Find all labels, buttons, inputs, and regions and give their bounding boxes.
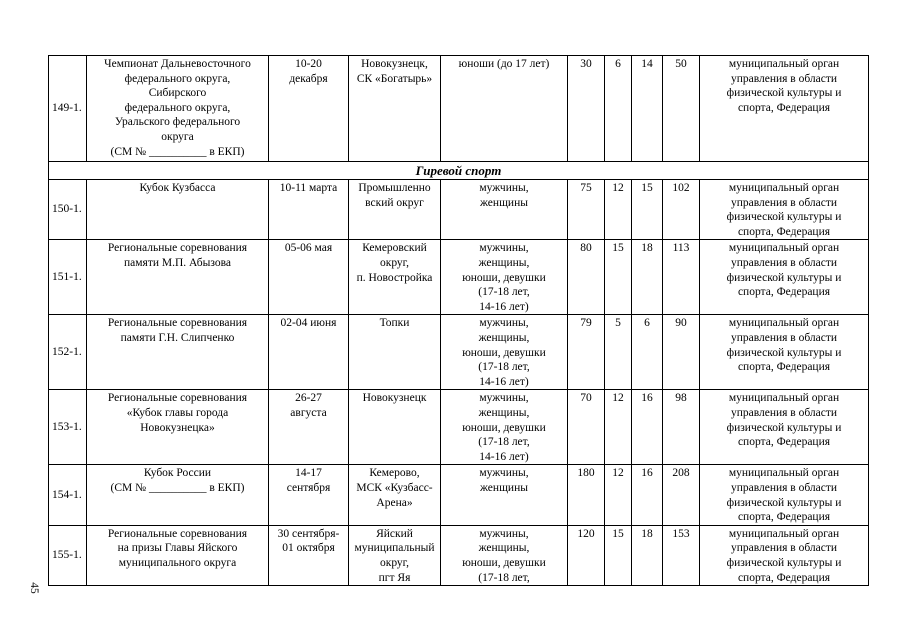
cell-line: округ,: [380, 256, 409, 269]
cell-line: спорта, Федерация: [737, 101, 831, 114]
cell-line: 14-16 лет): [479, 375, 529, 388]
cell-line: памяти М.П. Абызова: [124, 256, 231, 269]
table-row: [49, 56, 869, 162]
cell-line: (17-18 лет,: [478, 361, 530, 374]
cell-line: 14-17: [295, 467, 322, 480]
cell-line: женщины: [480, 481, 528, 494]
event-organizer-cell: [700, 390, 869, 465]
cell-line: Региональные соревнования: [107, 527, 248, 540]
cell-line: физической культуры и: [726, 211, 842, 224]
cell-line: муниципальный: [354, 542, 435, 555]
cell-line: Новокузнецк: [362, 392, 427, 405]
event-number-cell: 153-1.: [49, 390, 87, 465]
cell-line: Кубок России: [143, 467, 212, 480]
cell-line: управления в области: [730, 256, 838, 269]
event-place-cell: [349, 465, 441, 525]
cell-line: мужчины,: [479, 317, 529, 330]
count-cell-2: 15: [605, 240, 632, 315]
cell-line: округ,: [380, 556, 409, 569]
cell-line: муниципальный орган: [728, 242, 840, 255]
cell-line: 14-16 лет): [479, 300, 529, 313]
count-cell-4: 102: [663, 180, 700, 240]
cell-line: Региональные соревнования: [107, 242, 248, 255]
cell-line: мужчины,: [479, 242, 529, 255]
event-name-cell: [87, 465, 269, 525]
count-cell-4: 98: [663, 390, 700, 465]
cell-line: Топки: [379, 317, 410, 330]
cell-line: 10-20: [295, 58, 322, 70]
cell-line: 05-06 мая: [284, 242, 333, 255]
cell-line: физической культуры и: [726, 87, 842, 100]
cell-line: мужчины,: [479, 527, 529, 540]
cell-line: женщины,: [478, 406, 530, 419]
cell-line: физической культуры и: [726, 421, 842, 434]
count-cell-1: 180: [568, 465, 605, 525]
cell-line: мужчины,: [479, 467, 529, 480]
cell-line: юноши, девушки: [462, 421, 546, 434]
cell-line: 26-27: [295, 392, 322, 405]
events-table: [48, 55, 869, 586]
cell-line: управления в области: [730, 481, 838, 494]
cell-line: 10-11 марта: [279, 182, 338, 194]
count-cell-3: 18: [632, 525, 663, 585]
cell-line: спорта, Федерация: [737, 571, 831, 584]
cell-line: женщины,: [478, 256, 530, 269]
cell-line: декабря: [289, 72, 328, 85]
cell-line: женщины,: [478, 331, 530, 344]
event-participants-cell: [441, 180, 568, 240]
cell-line: мужчины,: [479, 392, 529, 405]
cell-line: СК «Богатырь»: [356, 72, 433, 85]
cell-line: женщины: [480, 196, 528, 209]
count-cell-1: 30: [568, 56, 605, 162]
section-row: [49, 162, 869, 180]
event-dates-cell: [269, 315, 349, 390]
count-cell-3: 14: [632, 56, 663, 162]
count-cell-2: 12: [605, 390, 632, 465]
cell-line: Региональные соревнования: [107, 317, 248, 330]
cell-line: Кемеровский: [362, 242, 427, 255]
cell-line: Сибирского: [148, 87, 207, 100]
count-cell-2: 15: [605, 525, 632, 585]
event-number-cell: 155-1.: [49, 525, 87, 585]
event-dates-cell: [269, 180, 349, 240]
count-cell-1: 79: [568, 315, 605, 390]
cell-line: 02-04 июня: [280, 317, 337, 330]
cell-line: спорта, Федерация: [737, 361, 831, 374]
cell-line: физической культуры и: [726, 271, 842, 284]
count-cell-4: 153: [663, 525, 700, 585]
cell-line: Яйский: [376, 527, 413, 540]
cell-line: управления в области: [730, 196, 838, 209]
event-name-cell: [87, 390, 269, 465]
cell-line: физической культуры и: [726, 556, 842, 569]
event-name-cell: [87, 240, 269, 315]
cell-line: Арена»: [376, 496, 413, 509]
count-cell-3: 6: [632, 315, 663, 390]
event-dates-cell: [269, 240, 349, 315]
event-organizer-cell: [700, 56, 869, 162]
cell-line: Промышленно: [358, 182, 431, 194]
count-cell-1: 70: [568, 390, 605, 465]
cell-line: физической культуры и: [726, 346, 842, 359]
event-name-cell: [87, 56, 269, 162]
count-cell-3: 18: [632, 240, 663, 315]
event-participants-cell: [441, 56, 568, 162]
count-cell-2: 12: [605, 465, 632, 525]
cell-line: вский округ: [365, 196, 424, 209]
page-number: 45: [27, 582, 40, 594]
event-number-cell: 152-1.: [49, 315, 87, 390]
count-cell-2: 12: [605, 180, 632, 240]
cell-line: управления в области: [730, 542, 838, 555]
cell-line: федерального округа,: [124, 101, 231, 114]
table-row: [49, 240, 869, 315]
cell-line: муниципальный орган: [728, 467, 840, 480]
cell-line: физической культуры и: [726, 496, 842, 509]
cell-line: (СМ № __________ в ЕКП): [110, 145, 245, 158]
count-cell-1: 120: [568, 525, 605, 585]
cell-line: 01 октября: [282, 542, 335, 555]
events-table-body: [49, 56, 869, 586]
cell-line: управления в области: [730, 406, 838, 419]
count-cell-1: 75: [568, 180, 605, 240]
event-number-cell: 150-1.: [49, 180, 87, 240]
table-row: [49, 180, 869, 240]
event-participants-cell: [441, 315, 568, 390]
event-organizer-cell: [700, 465, 869, 525]
cell-line: округа: [161, 130, 194, 143]
event-number-cell: 149-1.: [49, 56, 87, 162]
count-cell-2: 5: [605, 315, 632, 390]
cell-line: спорта, Федерация: [737, 436, 831, 449]
cell-line: (17-18 лет,: [478, 571, 530, 584]
cell-line: юноши, девушки: [462, 346, 546, 359]
cell-line: Новокузнецк,: [361, 58, 428, 70]
cell-line: сентября: [286, 481, 331, 494]
event-place-cell: [349, 180, 441, 240]
event-participants-cell: [441, 525, 568, 585]
cell-line: федерального округа,: [124, 72, 231, 85]
count-cell-4: 90: [663, 315, 700, 390]
count-cell-2: 6: [605, 56, 632, 162]
cell-line: августа: [290, 406, 327, 419]
table-row: [49, 315, 869, 390]
cell-line: 30 сентября-: [277, 527, 340, 540]
cell-line: Новокузнецка»: [140, 421, 215, 434]
event-organizer-cell: [700, 180, 869, 240]
event-place-cell: [349, 525, 441, 585]
cell-line: спорта, Федерация: [737, 225, 831, 238]
cell-line: муниципальный орган: [728, 527, 840, 540]
cell-line: мужчины,: [479, 182, 529, 194]
event-name-cell: [87, 180, 269, 240]
cell-line: юноши, девушки: [462, 556, 546, 569]
cell-line: спорта, Федерация: [737, 286, 831, 299]
event-dates-cell: [269, 465, 349, 525]
event-place-cell: [349, 315, 441, 390]
count-cell-4: 208: [663, 465, 700, 525]
event-organizer-cell: [700, 315, 869, 390]
count-cell-4: 50: [663, 56, 700, 162]
cell-line: управления в области: [730, 331, 838, 344]
cell-line: на призы Главы Яйского: [117, 542, 238, 555]
event-place-cell: [349, 240, 441, 315]
table-row: [49, 390, 869, 465]
section-title: Гиревой спорт: [49, 162, 869, 180]
cell-line: муниципальный орган: [728, 317, 840, 330]
event-organizer-cell: [700, 240, 869, 315]
cell-line: п. Новостройка: [356, 271, 433, 284]
cell-line: спорта, Федерация: [737, 511, 831, 524]
event-participants-cell: [441, 390, 568, 465]
event-organizer-cell: [700, 525, 869, 585]
event-dates-cell: [269, 56, 349, 162]
cell-line: Уральского федерального: [114, 116, 241, 129]
event-number-cell: 154-1.: [49, 465, 87, 525]
cell-line: муниципальный орган: [728, 58, 840, 70]
cell-line: МСК «Кузбасс-: [356, 481, 433, 494]
event-place-cell: [349, 56, 441, 162]
event-place-cell: [349, 390, 441, 465]
cell-line: муниципального округа: [118, 556, 237, 569]
count-cell-3: 16: [632, 465, 663, 525]
count-cell-4: 113: [663, 240, 700, 315]
cell-line: Кубок Кузбасса: [139, 182, 216, 194]
cell-line: пгт Яя: [378, 571, 411, 584]
cell-line: Кемерово,: [369, 467, 420, 480]
event-number-cell: 151-1.: [49, 240, 87, 315]
cell-line: Чемпионат Дальневосточного: [104, 58, 251, 70]
count-cell-1: 80: [568, 240, 605, 315]
event-dates-cell: [269, 525, 349, 585]
cell-line: 14-16 лет): [479, 450, 529, 463]
cell-line: «Кубок главы города: [126, 406, 229, 419]
count-cell-3: 16: [632, 390, 663, 465]
event-name-cell: [87, 525, 269, 585]
cell-line: (17-18 лет,: [478, 436, 530, 449]
count-cell-3: 15: [632, 180, 663, 240]
cell-line: юноши (до 17 лет): [458, 58, 550, 70]
event-name-cell: [87, 315, 269, 390]
cell-line: муниципальный орган: [728, 392, 840, 405]
cell-line: (17-18 лет,: [478, 286, 530, 299]
event-participants-cell: [441, 465, 568, 525]
cell-line: муниципальный орган: [728, 182, 840, 194]
event-dates-cell: [269, 390, 349, 465]
cell-line: памяти Г.Н. Слипченко: [120, 331, 235, 344]
event-participants-cell: [441, 240, 568, 315]
table-row: [49, 465, 869, 525]
cell-line: управления в области: [730, 72, 838, 85]
cell-line: (СМ № __________ в ЕКП): [110, 481, 245, 494]
cell-line: женщины,: [478, 542, 530, 555]
table-row: [49, 525, 869, 585]
cell-line: юноши, девушки: [462, 271, 546, 284]
cell-line: Региональные соревнования: [107, 392, 248, 405]
